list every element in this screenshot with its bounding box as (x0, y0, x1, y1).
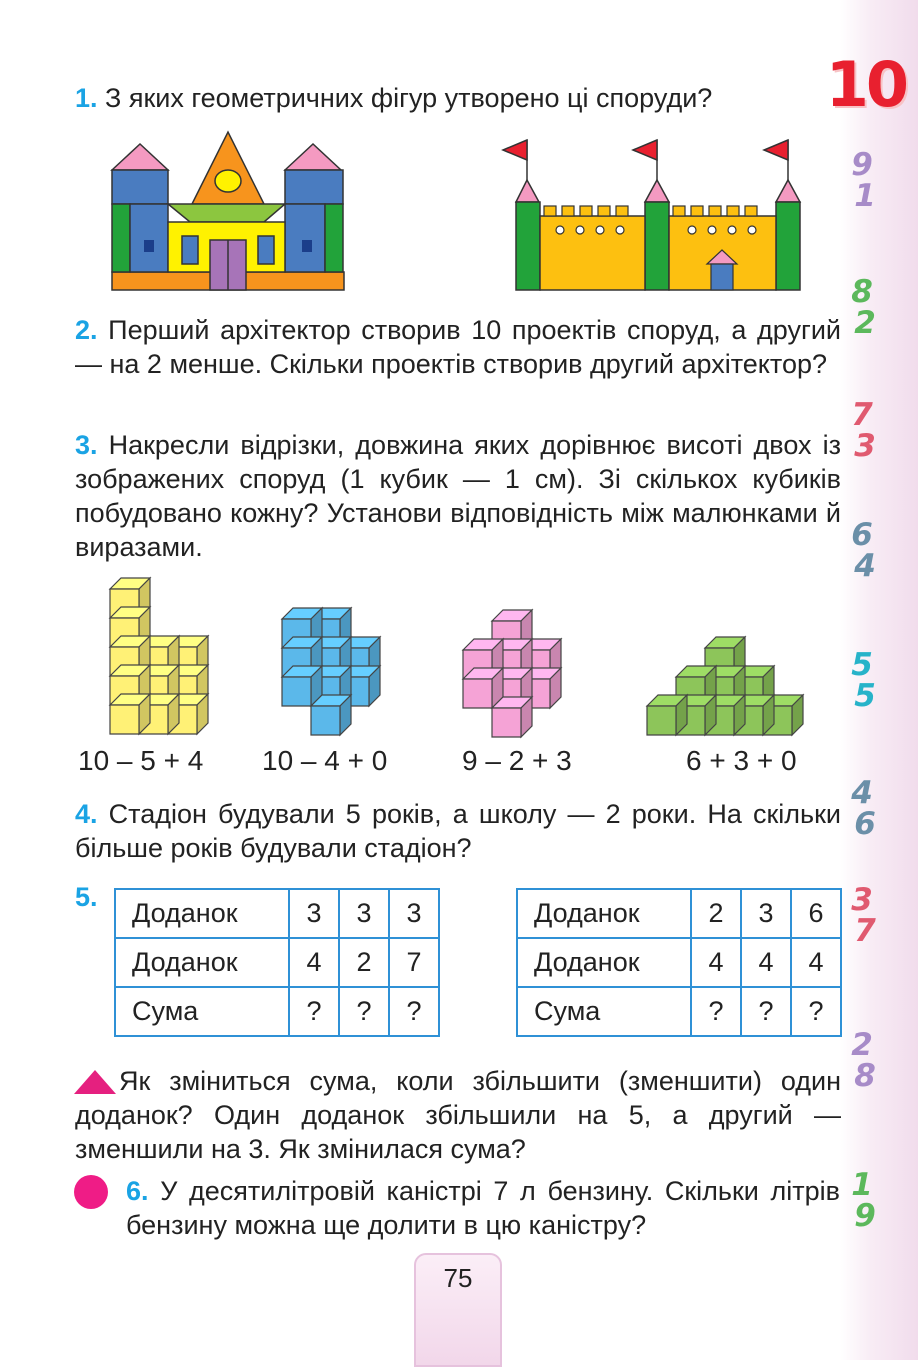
task-2-number: 2. (75, 315, 98, 345)
expression-4: 6 + 3 + 0 (686, 745, 797, 776)
pair-bottom-digit: 5 (854, 678, 876, 714)
pair-top-digit: 8 (851, 274, 873, 310)
cell: 4 (289, 938, 339, 987)
task-1-text: З яких геометричних фігур утворено ці споруди? (105, 83, 713, 113)
pair-top-digit: 2 (851, 1027, 873, 1063)
row-label: Сума (115, 987, 289, 1036)
cell: ? (791, 987, 841, 1036)
pair-top-digit: 9 (851, 147, 873, 183)
cell: 3 (289, 889, 339, 938)
table-row (517, 987, 841, 1036)
expression-2: 10 – 4 + 0 (262, 745, 388, 776)
cell: 3 (339, 889, 389, 938)
task-3-text: Накресли відрізки, довжина яких дорівнює висоті двох із зображених споруд (1 кубик — 1 см). Зі скількох кубиків побудовано кожну? Установи відповідність між малюнками й виразами. (75, 430, 841, 562)
expression-1: 10 – 5 + 4 (78, 745, 204, 776)
pair-top-digit: 5 (851, 647, 873, 683)
cell: ? (691, 987, 741, 1036)
cube-front (282, 677, 311, 706)
expression-3: 9 – 2 + 3 (462, 745, 572, 776)
table-row (115, 987, 439, 1036)
table-row (517, 938, 841, 987)
cube-front (647, 706, 676, 735)
pair-bottom-digit: 7 (854, 913, 876, 949)
page-number: 75 (414, 1253, 502, 1367)
task-2-text: Перший архітектор створив 10 проектів споруд, а другий — на 2 менше. Скільки проектів створив другий архітектор? (75, 315, 841, 379)
task-6-number: 6. (126, 1176, 149, 1206)
cube-front (463, 679, 492, 708)
cell: ? (289, 987, 339, 1036)
cell: 4 (691, 938, 741, 987)
table-row (115, 889, 439, 938)
circle-marker-icon (74, 1175, 108, 1209)
task-4 (75, 797, 841, 865)
pair-bottom-digit: 6 (854, 806, 876, 842)
cell: 2 (339, 938, 389, 987)
task-5-number: 5. (75, 882, 98, 912)
task-6-text: У десятилітровій каністрі 7 л бензину. Скільки літрів бензину можна ще долити в цю каністру? (126, 1176, 840, 1240)
pair-bottom-digit: 1 (854, 178, 876, 214)
sum-table-1 (114, 888, 440, 1037)
pair-bottom-digit: 4 (854, 548, 876, 584)
pair-bottom-digit: 9 (854, 1198, 876, 1234)
cell: 4 (791, 938, 841, 987)
row-label: Доданок (115, 889, 289, 938)
pair-top-digit: 4 (851, 775, 873, 811)
pair-top-digit: 6 (851, 517, 873, 553)
pair-bottom-digit: 2 (854, 305, 876, 341)
cell: 3 (741, 889, 791, 938)
cube-front (110, 705, 139, 734)
pair-top-digit: 7 (851, 397, 873, 433)
cell: ? (339, 987, 389, 1036)
task-6 (126, 1174, 840, 1242)
pair-bottom-digit: 8 (854, 1058, 876, 1094)
cell: 7 (389, 938, 439, 987)
pair-top-digit: 3 (851, 882, 873, 918)
bonus-question: Як зміниться сума, коли збільшити (зменшити) один доданок? Один доданок збільшили на 5, а другий — зменшили на 3. Як змінилася сума? (75, 1066, 841, 1164)
cell: ? (389, 987, 439, 1036)
cube-front (492, 708, 521, 737)
sum-table-2 (516, 888, 842, 1037)
task-1-number: 1. (75, 83, 98, 113)
row-label: Доданок (115, 938, 289, 987)
table-row (115, 938, 439, 987)
cell: ? (741, 987, 791, 1036)
task-3-number: 3. (75, 430, 98, 460)
table-row (517, 889, 841, 938)
cube-front (311, 706, 340, 735)
row-label: Доданок (517, 889, 691, 938)
sidebar-big-number: 10 (825, 48, 906, 121)
row-label: Сума (517, 987, 691, 1036)
cell: 3 (389, 889, 439, 938)
pair-bottom-digit: 3 (854, 428, 876, 464)
task-4-number: 4. (75, 799, 98, 829)
cell: 6 (791, 889, 841, 938)
cell: 4 (741, 938, 791, 987)
cell: 2 (691, 889, 741, 938)
row-label: Доданок (517, 938, 691, 987)
task-4-text: Стадіон будували 5 років, а школу — 2 роки. На скільки більше років будували стадіон? (75, 799, 841, 863)
pair-top-digit: 1 (851, 1167, 873, 1203)
